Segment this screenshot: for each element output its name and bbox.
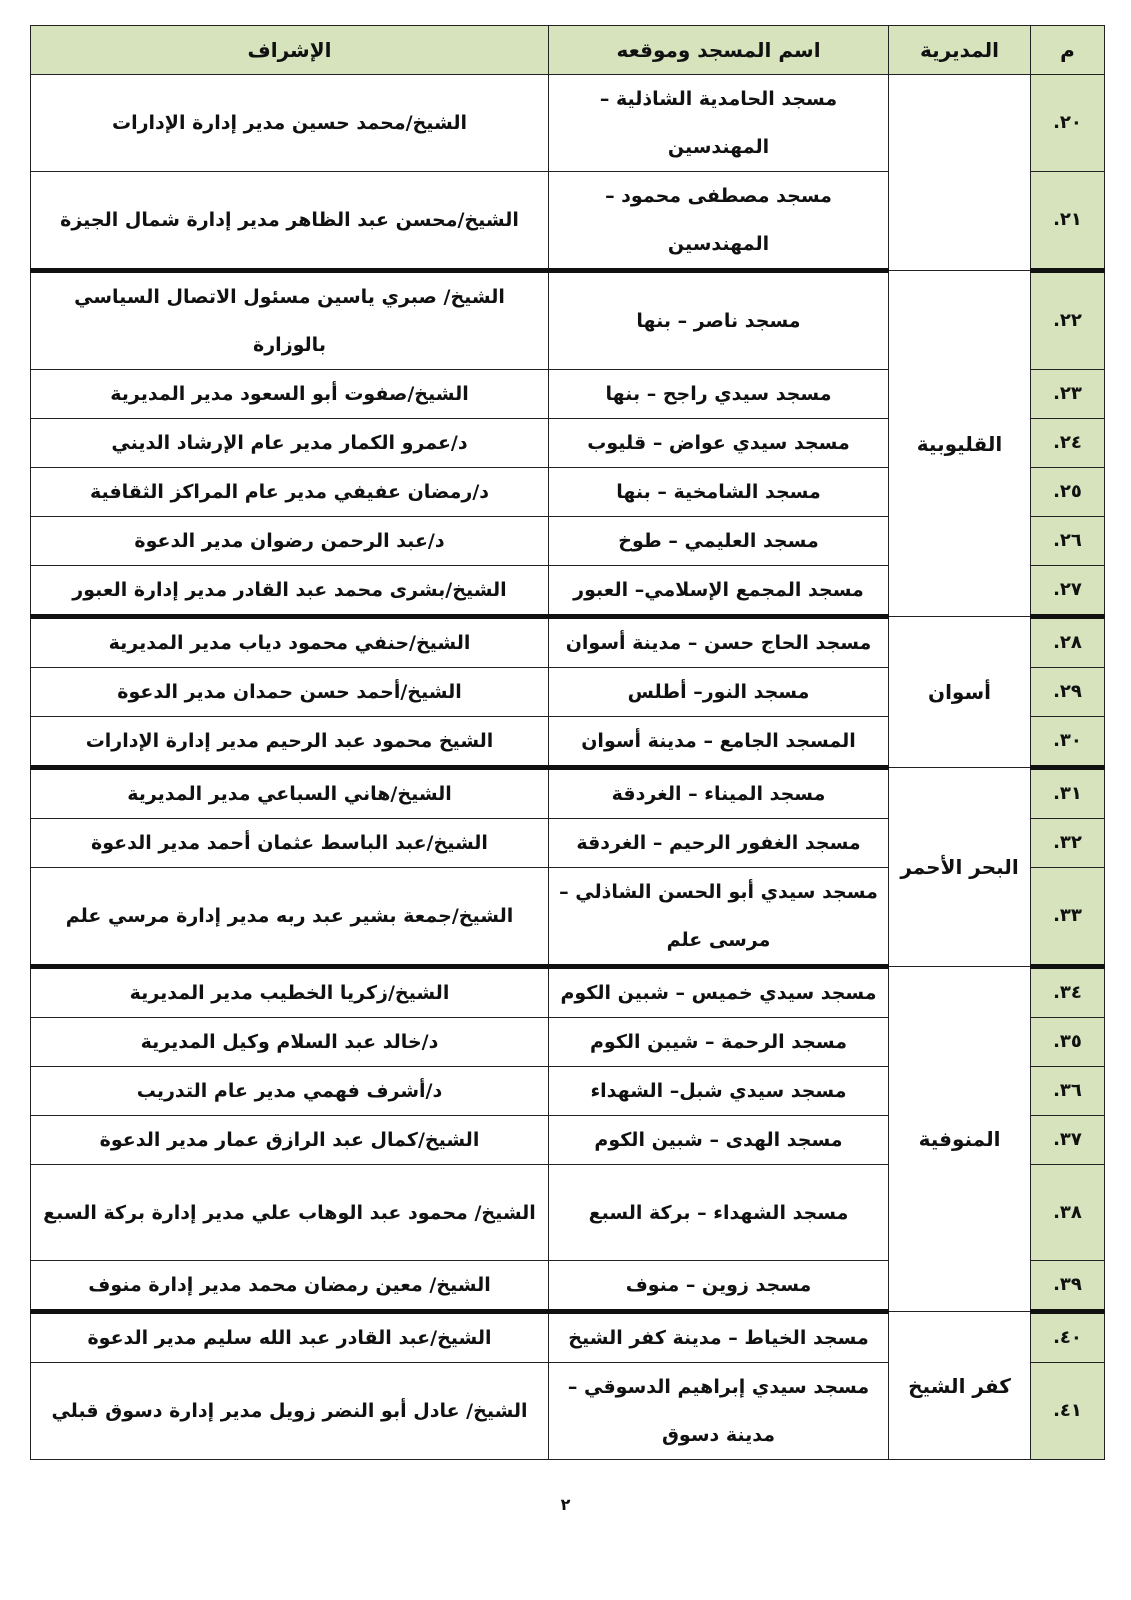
- directorate-cell: المنوفية: [889, 967, 1031, 1312]
- row-number: .٢٩: [1031, 668, 1105, 717]
- supervisor-cell: د/رمضان عفيفي مدير عام المراكز الثقافية: [31, 468, 549, 517]
- supervisor-cell: الشيخ/كمال عبد الرازق عمار مدير الدعوة: [31, 1116, 549, 1165]
- row-number: .٢٦: [1031, 517, 1105, 566]
- supervisor-cell: د/عمرو الكمار مدير عام الإرشاد الديني: [31, 419, 549, 468]
- mosque-cell: مسجد العليمي – طوخ: [549, 517, 889, 566]
- row-number: .٢٥: [1031, 468, 1105, 517]
- row-number: .٤٠: [1031, 1312, 1105, 1363]
- supervisor-cell: د/عبد الرحمن رضوان مدير الدعوة: [31, 517, 549, 566]
- table-row: [31, 271, 1105, 370]
- supervisor-cell: الشيخ/ صبري ياسين مسئول الاتصال السياسي بالوزارة: [31, 271, 549, 370]
- directorate-cell: القليوبية: [889, 271, 1031, 617]
- supervisor-cell: الشيخ/محسن عبد الظاهر مدير إدارة شمال الجيزة: [31, 172, 549, 271]
- row-number: .٣٦: [1031, 1067, 1105, 1116]
- mosque-cell: مسجد الخياط – مدينة كفر الشيخ: [549, 1312, 889, 1363]
- directorate-cell: أسوان: [889, 617, 1031, 768]
- supervisor-cell: الشيخ/عبد القادر عبد الله سليم مدير الدعوة: [31, 1312, 549, 1363]
- row-number: .٣٥: [1031, 1018, 1105, 1067]
- supervisor-cell: الشيخ/ محمود عبد الوهاب علي مدير إدارة بركة السبع: [31, 1165, 549, 1261]
- table-row: [31, 1312, 1105, 1363]
- supervisor-cell: د/خالد عبد السلام وكيل المديرية: [31, 1018, 549, 1067]
- directorate-cell: البحر الأحمر: [889, 768, 1031, 967]
- table-row: [31, 967, 1105, 1018]
- supervisor-cell: الشيخ/عبد الباسط عثمان أحمد مدير الدعوة: [31, 819, 549, 868]
- row-number: .٢٨: [1031, 617, 1105, 668]
- mosque-cell: مسجد النور– أطلس: [549, 668, 889, 717]
- header-mosque: اسم المسجد وموقعه: [549, 26, 889, 75]
- row-number: .٣٨: [1031, 1165, 1105, 1261]
- mosque-cell: مسجد الشامخية – بنها: [549, 468, 889, 517]
- mosque-cell: مسجد الهدى – شبين الكوم: [549, 1116, 889, 1165]
- mosque-cell: مسجد ناصر – بنها: [549, 271, 889, 370]
- row-number: .٢٣: [1031, 370, 1105, 419]
- mosque-cell: مسجد الشهداء – بركة السبع: [549, 1165, 889, 1261]
- mosque-cell: المسجد الجامع – مدينة أسوان: [549, 717, 889, 768]
- row-number: .٣٢: [1031, 819, 1105, 868]
- mosque-cell: مسجد الغفور الرحيم – الغردقة: [549, 819, 889, 868]
- supervisor-cell: الشيخ/جمعة بشير عبد ربه مدير إدارة مرسي علم: [31, 868, 549, 967]
- mosque-cell: مسجد سيدي شبل– الشهداء: [549, 1067, 889, 1116]
- directorate-cell: كفر الشيخ: [889, 1312, 1031, 1460]
- row-number: .٢١: [1031, 172, 1105, 271]
- supervisor-cell: الشيخ/أحمد حسن حمدان مدير الدعوة: [31, 668, 549, 717]
- row-number: .٣٣: [1031, 868, 1105, 967]
- mosque-cell: مسجد سيدي راجح – بنها: [549, 370, 889, 419]
- supervisor-cell: الشيخ/هاني السباعي مدير المديرية: [31, 768, 549, 819]
- header-num: م: [1031, 26, 1105, 75]
- header-supervision: الإشراف: [31, 26, 549, 75]
- row-number: .٣٤: [1031, 967, 1105, 1018]
- row-number: .٣٠: [1031, 717, 1105, 768]
- table-row: [31, 617, 1105, 668]
- row-number: .٤١: [1031, 1363, 1105, 1460]
- table-row: [31, 75, 1105, 172]
- table-body: [31, 75, 1105, 1460]
- mosque-cell: مسجد الحامدية الشاذلية – المهندسين: [549, 75, 889, 172]
- mosque-cell: مسجد الرحمة – شيبن الكوم: [549, 1018, 889, 1067]
- table-row: [31, 768, 1105, 819]
- header-row: [31, 26, 1105, 75]
- directorate-cell: [889, 75, 1031, 271]
- supervisor-cell: الشيخ/صفوت أبو السعود مدير المديرية: [31, 370, 549, 419]
- page-number: ٢: [560, 1495, 571, 1514]
- mosques-table: [30, 25, 1105, 1460]
- row-number: .٢٠: [1031, 75, 1105, 172]
- row-number: .٢٧: [1031, 566, 1105, 617]
- mosque-cell: مسجد المجمع الإسلامي– العبور: [549, 566, 889, 617]
- row-number: .٢٤: [1031, 419, 1105, 468]
- supervisor-cell: الشيخ/بشرى محمد عبد القادر مدير إدارة العبور: [31, 566, 549, 617]
- mosque-cell: مسجد زوين – منوف: [549, 1261, 889, 1312]
- supervisor-cell: الشيخ/حنفي محمود دياب مدير المديرية: [31, 617, 549, 668]
- supervisor-cell: د/أشرف فهمي مدير عام التدريب: [31, 1067, 549, 1116]
- supervisor-cell: الشيخ/ عادل أبو النضر زويل مدير إدارة دسوق قبلي: [31, 1363, 549, 1460]
- mosque-cell: مسجد سيدي خميس – شبين الكوم: [549, 967, 889, 1018]
- mosque-cell: مسجد سيدي عواض – قليوب: [549, 419, 889, 468]
- supervisor-cell: الشيخ محمود عبد الرحيم مدير إدارة الإدارات: [31, 717, 549, 768]
- supervisor-cell: الشيخ/ معين رمضان محمد مدير إدارة منوف: [31, 1261, 549, 1312]
- row-number: .٣٩: [1031, 1261, 1105, 1312]
- header-directorate: المديرية: [889, 26, 1031, 75]
- supervisor-cell: الشيخ/محمد حسين مدير إدارة الإدارات: [31, 75, 549, 172]
- row-number: .٣١: [1031, 768, 1105, 819]
- mosque-cell: مسجد مصطفى محمود – المهندسين: [549, 172, 889, 271]
- document: [30, 25, 1104, 1460]
- row-number: .٢٢: [1031, 271, 1105, 370]
- supervisor-cell: الشيخ/زكريا الخطيب مدير المديرية: [31, 967, 549, 1018]
- mosque-cell: مسجد الميناء – الغردقة: [549, 768, 889, 819]
- row-number: .٣٧: [1031, 1116, 1105, 1165]
- mosque-cell: مسجد سيدي أبو الحسن الشاذلي – مرسى علم: [549, 868, 889, 967]
- mosque-cell: مسجد سيدي إبراهيم الدسوقي – مدينة دسوق: [549, 1363, 889, 1460]
- mosque-cell: مسجد الحاج حسن – مدينة أسوان: [549, 617, 889, 668]
